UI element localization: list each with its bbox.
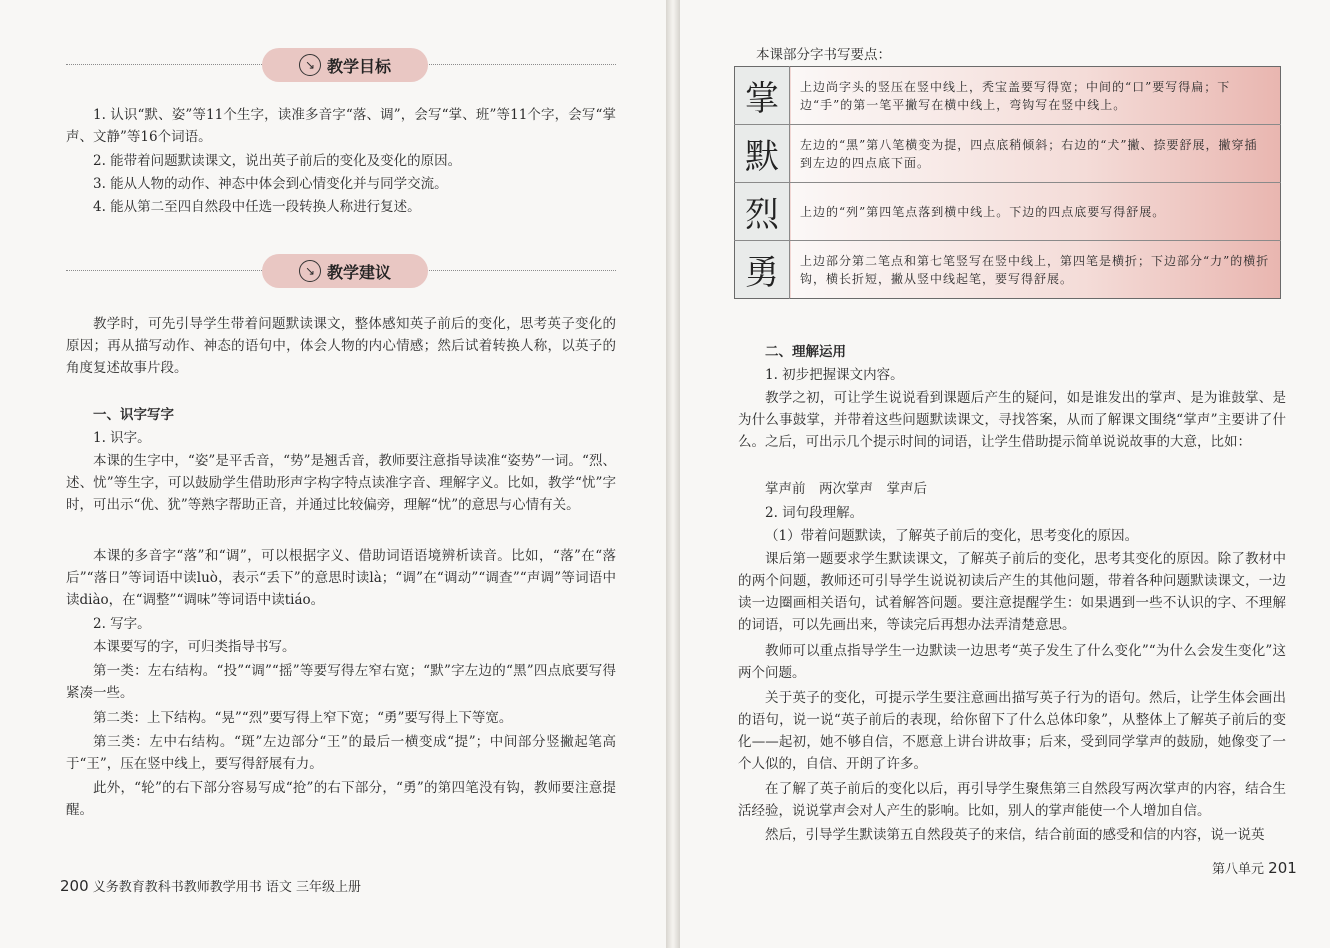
unit-label: 第八单元 xyxy=(1212,862,1265,877)
book-title: 义务教育教科书教师教学用书 语文 三年级上册 xyxy=(92,880,362,895)
right-footer xyxy=(1212,858,1297,877)
section-pill xyxy=(262,254,428,288)
paragraph-writing-intro: 本课要写的字，可归类指导书写。 xyxy=(93,639,296,655)
char-cell: 默 xyxy=(735,125,790,183)
page-number: 201 xyxy=(1268,859,1297,877)
subheading-recognize: 1. 识字。 xyxy=(93,430,151,446)
arrow-circle-icon: ↘ xyxy=(299,54,321,76)
table-row xyxy=(735,67,1281,125)
char-note: 上边的“列”第四笔点落到横中线上。下边的四点底要写得舒展。 xyxy=(790,183,1281,241)
paragraph-type3: 第三类：左中右结构。“斑”左边部分“王”的最后一横变成“提”；中间部分竖撇起笔高于“王”，压在竖中线上，要写得舒展有力。 xyxy=(66,734,616,772)
subheading-grasp: 1. 初步把握课文内容。 xyxy=(765,367,904,383)
table-row xyxy=(735,183,1281,241)
subheading-writing: 2. 写字。 xyxy=(93,616,151,632)
example-words: 掌声前 两次掌声 掌声后 xyxy=(765,481,927,497)
goal-item-2: 2. 能带着问题默读课文，说出英子前后的变化及变化的原因。 xyxy=(93,153,462,169)
section-pill xyxy=(262,48,428,82)
char-note: 左边的“黑”第八笔横变为提，四点底稍倾斜；右边的“犬”撇、捺要舒展，撇穿插到左边的四点底下面。 xyxy=(790,125,1281,183)
section-header-suggestions xyxy=(66,254,616,288)
left-footer xyxy=(60,876,361,895)
char-cell: 烈 xyxy=(735,183,790,241)
heading-comprehension: 二、理解运用 xyxy=(765,344,846,360)
char-note: 上边尚字头的竖压在竖中线上，秃宝盖要写得宽；中间的“口”要写得扁；下边“手”的第一笔平撇写在横中线上，弯钩写在竖中线上。 xyxy=(790,67,1281,125)
paragraph-type2: 第二类：上下结构。“晃”“烈”要写得上窄下宽；“勇”要写得上下等宽。 xyxy=(93,710,513,726)
paragraph-focus: 教师可以重点指导学生一边默读一边思考“英子发生了什么变化”“为什么会发生变化”这两个问题。 xyxy=(738,643,1286,681)
page-number: 200 xyxy=(60,877,89,895)
subheading-questions: （1）带着问题默读，了解英子前后的变化，思考变化的原因。 xyxy=(765,528,1139,544)
paragraph-note: 此外，“轮”的右下部分容易写成“抢”的右下部分，“勇”的第四笔没有钩，教师要注意提醒。 xyxy=(66,780,616,818)
paragraph-type1: 第一类：左右结构。“投”“调”“摇”等要写得左窄右宽；“默”字左边的“黑”四点底要写得紧凑一些。 xyxy=(66,663,616,701)
table-row xyxy=(735,125,1281,183)
section-title: 教学建议 xyxy=(326,262,391,282)
goal-item-3: 3. 能从人物的动作、神态中体会到心情变化并与同学交流。 xyxy=(93,176,448,192)
paragraph-grasp: 教学之初，可让学生说说看到课题后产生的疑问，如是谁发出的掌声、是为谁鼓掌、是为什么事鼓掌，并带着这些问题默读课文，寻找答案，从而了解课文围绕“掌声”主要讲了什么。之后，可出示几个提示时间的词语，让学生借助提示简单说说故事的大意，比如： xyxy=(738,390,1286,450)
paragraph-letter: 然后，引导学生默读第五自然段英子的来信，结合前面的感受和信的内容，说一说英 xyxy=(765,827,1265,843)
paragraph-read-silently: 课后第一题要求学生默读课文，了解英子前后的变化，思考其变化的原因。除了教材中的两个问题，教师还可引导学生说说初读后产生的其他问题，带着各种问题默读课文，一边读一边圈画相关语句，试着解答问题。要注意提醒学生：如果遇到一些不认识的字、不理解的词语，可以先画出来，等读完后再想办法弄清楚意思。 xyxy=(738,551,1286,633)
intro-paragraph: 教学时，可先引导学生带着问题默读课文，整体感知英子前后的变化，思考英子变化的原因；再从描写动作、神态的语句中，体会人物的内心情感；然后试着转换人称，以英子的角度复述故事片段。 xyxy=(66,316,616,376)
goal-item-1: 1. 认识“默、姿”等11个生字，读准多音字“落、调”，会写“掌、班”等11个字，会写“掌声、文静”等16个词语。 xyxy=(66,107,616,145)
paragraph-change: 关于英子的变化，可提示学生要注意画出描写英子行为的语句。然后，让学生体会画出的语句，说一说“英子前后的表现，给你留下了什么总体印象”，从整体上了解英子前后的变化——起初，她不够自信，不愿意上讲台讲故事；后来，受到同学掌声的鼓励，她像变了一个人似的，自信、开朗了许多。 xyxy=(738,690,1286,772)
arrow-circle-icon: ↘ xyxy=(299,260,321,282)
book-gutter xyxy=(666,0,680,948)
char-cell: 掌 xyxy=(735,67,790,125)
subheading-understanding: 2. 词句段理解。 xyxy=(765,505,864,521)
paragraph-applause: 在了解了英子前后的变化以后，再引导学生聚焦第三自然段写两次掌声的内容，结合生活经验，说说掌声会对人产生的影响。比如，别人的掌声能使一个人增加自信。 xyxy=(738,781,1286,819)
heading-literacy: 一、识字写字 xyxy=(93,407,174,423)
goal-item-4: 4. 能从第二至四自然段中任选一段转换人称进行复述。 xyxy=(93,199,421,215)
paragraph-polyphone: 本课的多音字“落”和“调”，可以根据字义、借助词语语境辨析读音。比如，“落”在“落后”“落日”等词语中读luò，表示“丢下”的意思时读là；“调”在“调动”“调查”“声调”等词语中读diào，在“调整”“调味”等词语中读tiáo。 xyxy=(66,548,616,608)
char-note: 上边部分第二笔点和第七笔竖写在竖中线上，第四笔是横折；下边部分“力”的横折钩，横长折短，撇从竖中线起笔，要写得舒展。 xyxy=(790,241,1281,299)
character-writing-table xyxy=(734,66,1281,299)
table-caption: 本课部分字书写要点： xyxy=(756,47,891,63)
table-row xyxy=(735,241,1281,299)
section-title: 教学目标 xyxy=(326,56,391,76)
char-cell: 勇 xyxy=(735,241,790,299)
paragraph-recognize: 本课的生字中，“姿”是平舌音，“势”是翘舌音，教师要注意指导读准“姿势”一词。“烈、述、忧”等生字，可以鼓励学生借助形声字构字特点读准字音、理解字义。比如，教学“忧”字时，可出示“优、犹”等熟字帮助正音，并通过比较偏旁，理解“忧”的意思与心情有关。 xyxy=(66,453,616,513)
section-header-goals xyxy=(66,48,616,82)
